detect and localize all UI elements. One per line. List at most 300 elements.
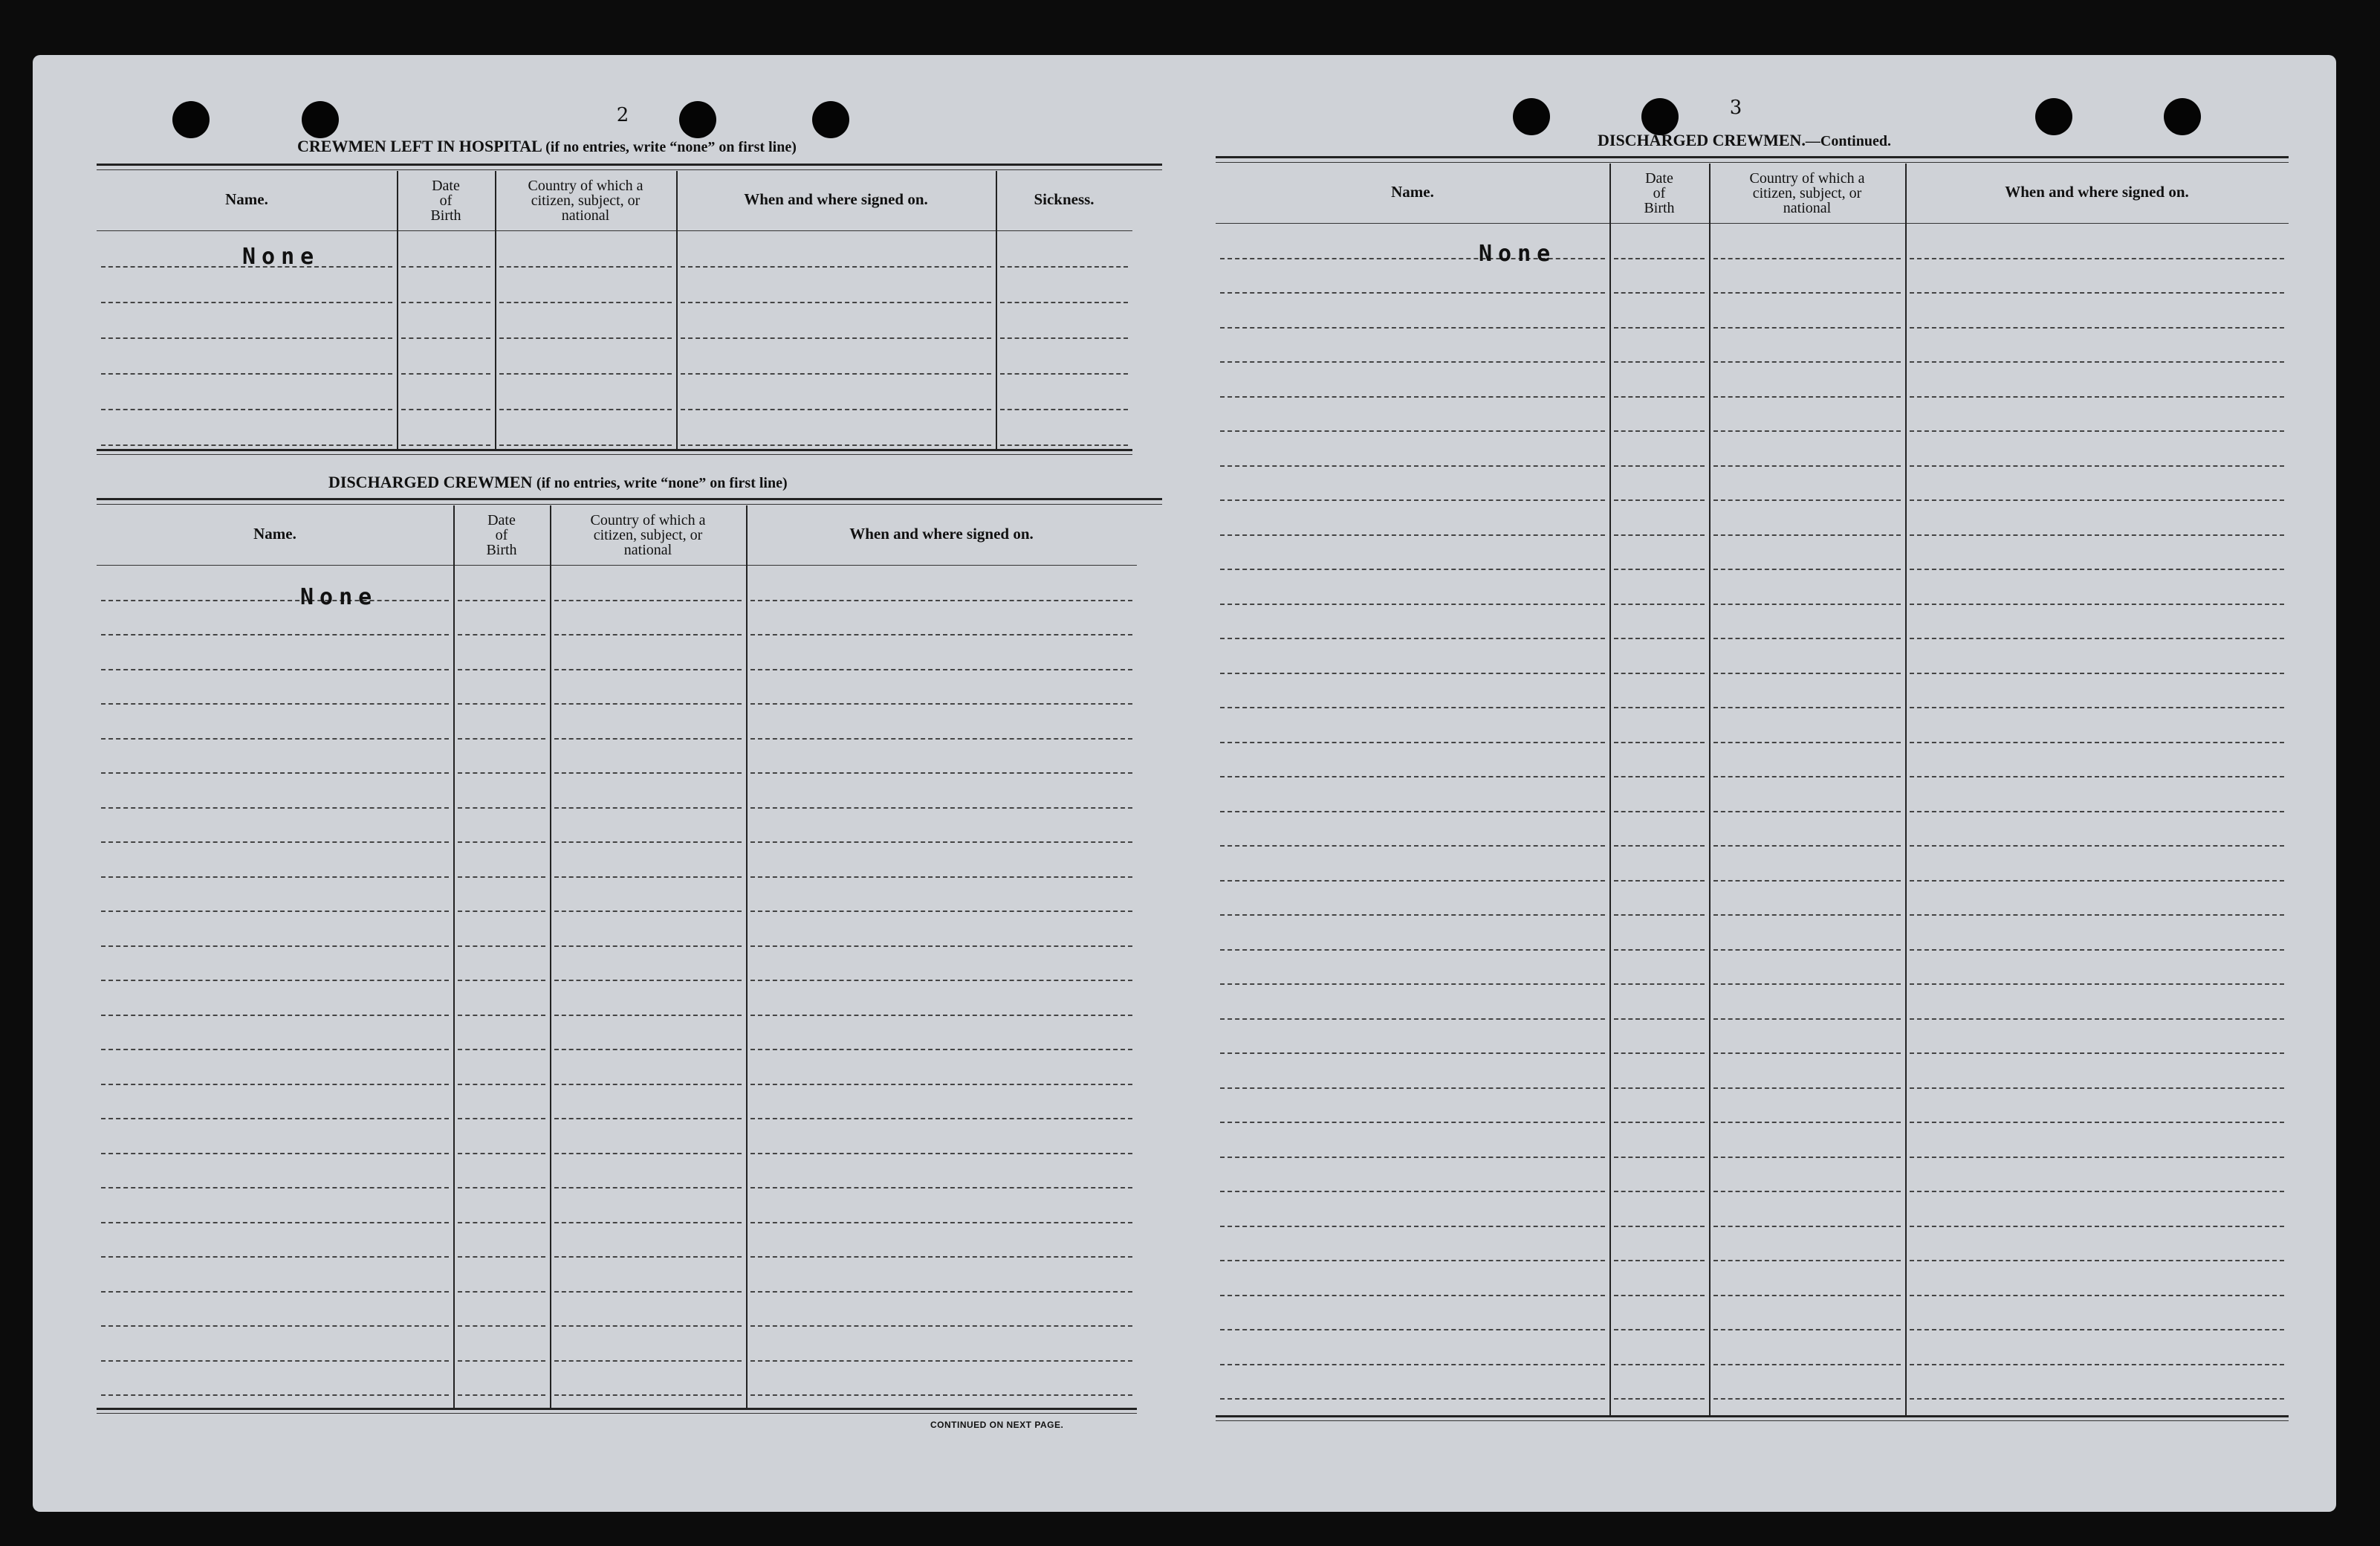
entry-line [101,1153,449,1154]
entry-line [750,1291,1132,1293]
entry-line [1614,983,1705,985]
entry-line [1220,292,1605,294]
hospital-top-rule-inner [97,169,1162,170]
entry-line [1220,396,1605,398]
entry-line [1614,1191,1705,1192]
table-bottom-rule [1216,1415,2289,1417]
entry-line [101,337,392,339]
entry-line [101,876,449,878]
entry-line [1614,1087,1705,1089]
entry-line [101,772,449,774]
entry-line [1713,1122,1901,1123]
column-header: Sickness. [1034,190,1095,208]
entry-line [101,1222,449,1223]
entry-line [458,669,545,670]
hospital-entry-none: None [242,244,320,270]
discharged-continued-text: DISCHARGED CREWMEN. [1598,131,1806,149]
entry-line [101,1394,449,1396]
entry-line [1614,327,1705,329]
column-divider [746,505,748,1408]
entry-line [1220,1018,1605,1020]
entry-line [1220,811,1605,812]
entry-line [101,373,392,375]
hospital-title-subtitle: (if no entries, write “none” on first line) [545,139,797,155]
entry-line [101,980,449,981]
entry-line [1910,983,2284,985]
entry-line [1910,811,2284,812]
entry-line [1220,914,1605,916]
entry-line [401,444,490,446]
column-header: Date of Birth [486,512,517,558]
entry-line [1910,1087,2284,1089]
entry-line [1614,1157,1705,1158]
entry-line [1614,1052,1705,1054]
entry-line [750,807,1132,809]
entry-line [554,1222,742,1223]
punch-hole [1641,98,1679,135]
entry-line [1220,604,1605,605]
entry-line [1713,1364,1901,1365]
discharged-title-text: DISCHARGED CREWMEN [328,473,533,491]
entry-line [101,807,449,809]
entry-line [1220,569,1605,570]
entry-line [1910,534,2284,536]
entry-line [458,1084,545,1085]
entry-line [750,1187,1132,1188]
entry-line [1220,1052,1605,1054]
entry-line [1614,949,1705,951]
entry-line [1910,1226,2284,1227]
entry-line [750,1084,1132,1085]
entry-line [101,945,449,947]
entry-line [101,1015,449,1016]
entry-line [458,1118,545,1119]
entry-line [750,703,1132,705]
entry-line [458,1187,545,1188]
entry-line [1614,1295,1705,1296]
entry-line [1614,465,1705,467]
entry-line [1614,292,1705,294]
entry-line [1000,373,1128,375]
entry-line [1220,465,1605,467]
punch-hole [2164,98,2201,135]
entry-line [1910,499,2284,501]
column-header: Date of Birth [430,178,461,224]
entry-line [1614,430,1705,432]
entry-line [1713,638,1901,639]
column-header: Date of Birth [1644,170,1675,216]
entry-line [1614,361,1705,363]
entry-line [1220,1122,1605,1123]
entry-line [1713,880,1901,882]
entry-line [750,1153,1132,1154]
column-divider [397,171,398,449]
entry-line [1910,742,2284,743]
entry-line [1614,880,1705,882]
entry-line [458,945,545,947]
entry-line [458,772,545,774]
entry-line [554,980,742,981]
entry-line [1614,258,1705,259]
entry-line [554,841,742,843]
punch-hole [812,101,849,138]
entry-line [458,807,545,809]
entry-line [1220,673,1605,674]
entry-line [1614,638,1705,639]
entry-line [499,302,672,303]
entry-line [554,1153,742,1154]
discharged-top-rule-inner [97,504,1162,505]
entry-line [1910,1157,2284,1158]
entry-line [1910,638,2284,639]
entry-line [1910,914,2284,916]
entry-line [458,1394,545,1396]
entry-line [1713,465,1901,467]
entry-line [750,738,1132,740]
entry-line [681,302,991,303]
entry-line [101,1084,449,1085]
entry-line [1614,1226,1705,1227]
column-divider [1905,164,1907,1415]
entry-line [1614,811,1705,812]
entry-line [1910,292,2284,294]
entry-line [750,1015,1132,1016]
entry-line [1614,534,1705,536]
table-bottom-rule [97,1408,1137,1410]
entry-line [554,1015,742,1016]
entry-line [750,1325,1132,1327]
entry-line [1910,361,2284,363]
entry-line [750,1049,1132,1050]
entry-line [1713,396,1901,398]
entry-line [554,738,742,740]
entry-line [101,738,449,740]
entry-line [101,1360,449,1362]
entry-line [554,1291,742,1293]
entry-line [499,266,672,268]
entry-line [1614,1260,1705,1261]
entry-line [681,373,991,375]
entry-line [101,600,449,601]
entry-line [1220,1364,1605,1365]
entry-line [554,669,742,670]
entry-line [1713,845,1901,847]
punch-hole [1513,98,1550,135]
entry-line [499,444,672,446]
punch-hole [172,101,210,138]
column-divider [676,171,678,449]
entry-line [101,1118,449,1119]
column-divider [1709,164,1711,1415]
entry-line [1614,1122,1705,1123]
entry-line [554,634,742,635]
column-header: When and where signed on. [2005,183,2189,201]
column-header: Country of which a citizen, subject, or national [1749,170,1865,216]
column-header: Country of which a citizen, subject, or national [590,512,706,558]
entry-line [1910,1191,2284,1192]
entry-line [1910,396,2284,398]
entry-line [1614,914,1705,916]
entry-line [1000,444,1128,446]
entry-line [1910,327,2284,329]
entry-line [1910,1329,2284,1330]
entry-line [1910,1052,2284,1054]
entry-line [1713,1087,1901,1089]
entry-line [1614,673,1705,674]
column-header: Name. [225,190,268,208]
entry-line [1614,396,1705,398]
entry-line [554,1256,742,1258]
column-divider [495,171,496,449]
entry-line [458,841,545,843]
entry-line [101,302,392,303]
column-divider [1609,164,1611,1415]
entry-line [401,337,490,339]
page-number-left: 2 [616,104,629,126]
entry-line [1000,266,1128,268]
entry-line [1910,1122,2284,1123]
entry-line [1614,499,1705,501]
entry-line [101,1291,449,1293]
column-divider [996,171,997,449]
table-bottom-rule [97,454,1132,455]
entry-line [1614,1364,1705,1365]
entry-line [1000,337,1128,339]
entry-line [554,600,742,601]
entry-line [458,911,545,912]
entry-line [750,600,1132,601]
entry-line [1220,361,1605,363]
entry-line [554,1084,742,1085]
entry-line [401,266,490,268]
entry-line [1713,949,1901,951]
entry-line [1220,776,1605,777]
entry-line [458,1222,545,1223]
entry-line [1713,327,1901,329]
entry-line [101,1049,449,1050]
column-header: Country of which a citizen, subject, or national [528,178,643,224]
entry-line [554,1394,742,1396]
entry-line [681,444,991,446]
entry-line [1220,742,1605,743]
entry-line [1910,845,2284,847]
entry-line [1713,673,1901,674]
entry-line [750,772,1132,774]
column-header: When and where signed on. [744,190,928,208]
entry-line [1220,1087,1605,1089]
entry-line [1910,1364,2284,1365]
entry-line [554,945,742,947]
entry-line [458,634,545,635]
entry-line [1614,707,1705,708]
header-bottom-rule [97,565,1137,566]
hospital-section-title [297,137,797,156]
entry-line [499,373,672,375]
entry-line [458,738,545,740]
entry-line [750,1360,1132,1362]
entry-line [750,1394,1132,1396]
hospital-title-text: CREWMEN LEFT IN HOSPITAL [297,137,542,155]
entry-line [1220,1157,1605,1158]
entry-line [1220,430,1605,432]
entry-line [750,1118,1132,1119]
punch-hole [2035,98,2072,135]
entry-line [554,1118,742,1119]
entry-line [1713,1018,1901,1020]
entry-line [1910,949,2284,951]
entry-line [458,600,545,601]
entry-line [1713,1226,1901,1227]
entry-line [554,911,742,912]
entry-line [101,1187,449,1188]
entry-line [1713,742,1901,743]
entry-line [1713,1398,1901,1400]
entry-line [750,1222,1132,1223]
entry-line [1220,880,1605,882]
entry-line [1614,776,1705,777]
entry-line [1713,914,1901,916]
discharged-section-title [328,473,788,492]
entry-line [750,945,1132,947]
entry-line [554,1049,742,1050]
entry-line [1713,1157,1901,1158]
entry-line [1220,327,1605,329]
entry-line [101,841,449,843]
entry-line [750,876,1132,878]
entry-line [1910,1018,2284,1020]
column-header: Name. [253,525,296,543]
table-bottom-rule [97,1413,1137,1414]
discharged-entry-none: None [300,584,378,610]
entry-line [1713,534,1901,536]
entry-line [554,1325,742,1327]
column-divider [550,505,551,1408]
entry-line [1614,604,1705,605]
column-header: Name. [1391,183,1434,201]
entry-line [681,266,991,268]
entry-line [750,841,1132,843]
entry-line [1910,258,2284,259]
entry-line [101,703,449,705]
right-top-rule [1216,156,2289,158]
right-entry-none: None [1479,241,1557,267]
entry-line [458,703,545,705]
entry-line [1000,302,1128,303]
entry-line [101,669,449,670]
punch-hole [679,101,716,138]
entry-line [1713,1052,1901,1054]
entry-line [401,373,490,375]
entry-line [1910,465,2284,467]
entry-line [1220,1398,1605,1400]
column-header: When and where signed on. [849,525,1034,543]
hospital-top-rule [97,164,1162,166]
entry-line [101,1256,449,1258]
entry-line [1614,1329,1705,1330]
discharged-continued-subtitle: —Continued. [1805,133,1891,149]
entry-line [1713,811,1901,812]
entry-line [1220,1260,1605,1261]
entry-line [1910,1295,2284,1296]
entry-line [681,409,991,410]
entry-line [554,703,742,705]
entry-line [1220,983,1605,985]
entry-line [1713,1295,1901,1296]
entry-line [1000,409,1128,410]
entry-line [554,807,742,809]
entry-line [458,1325,545,1327]
entry-line [499,409,672,410]
entry-line [458,1256,545,1258]
entry-line [1614,1398,1705,1400]
entry-line [458,1015,545,1016]
entry-line [1910,1260,2284,1261]
header-bottom-rule [97,230,1132,231]
entry-line [750,669,1132,670]
entry-line [1220,1191,1605,1192]
entry-line [750,980,1132,981]
entry-line [1220,1226,1605,1227]
table-bottom-rule [97,449,1132,451]
entry-line [1910,569,2284,570]
entry-line [1910,1398,2284,1400]
entry-line [1910,430,2284,432]
entry-line [1220,499,1605,501]
entry-line [458,1049,545,1050]
entry-line [1220,638,1605,639]
entry-line [1713,361,1901,363]
entry-line [1220,707,1605,708]
entry-line [1220,845,1605,847]
entry-line [554,1187,742,1188]
discharged-title-subtitle: (if no entries, write “none” on first line) [536,475,788,491]
entry-line [1614,845,1705,847]
entry-line [1614,1018,1705,1020]
entry-line [1220,534,1605,536]
entry-line [1910,604,2284,605]
entry-line [1713,258,1901,259]
entry-line [750,911,1132,912]
entry-line [101,911,449,912]
entry-line [554,1360,742,1362]
entry-line [554,772,742,774]
entry-line [1713,1260,1901,1261]
entry-line [1713,1191,1901,1192]
entry-line [458,1291,545,1293]
entry-line [750,1256,1132,1258]
discharged-top-rule [97,498,1162,500]
entry-line [1713,707,1901,708]
discharged-continued-title [1598,131,1891,150]
entry-line [1910,673,2284,674]
entry-line [101,634,449,635]
entry-line [1220,949,1605,951]
page-number-right: 3 [1729,97,1742,119]
entry-line [1713,430,1901,432]
table-bottom-rule [1216,1420,2289,1421]
entry-line [458,980,545,981]
entry-line [1713,983,1901,985]
entry-line [458,876,545,878]
right-top-rule-inner [1216,162,2289,163]
entry-line [750,634,1132,635]
entry-line [1910,776,2284,777]
entry-line [101,444,392,446]
punch-hole [302,101,339,138]
entry-line [1713,569,1901,570]
entry-line [1614,742,1705,743]
entry-line [101,1325,449,1327]
